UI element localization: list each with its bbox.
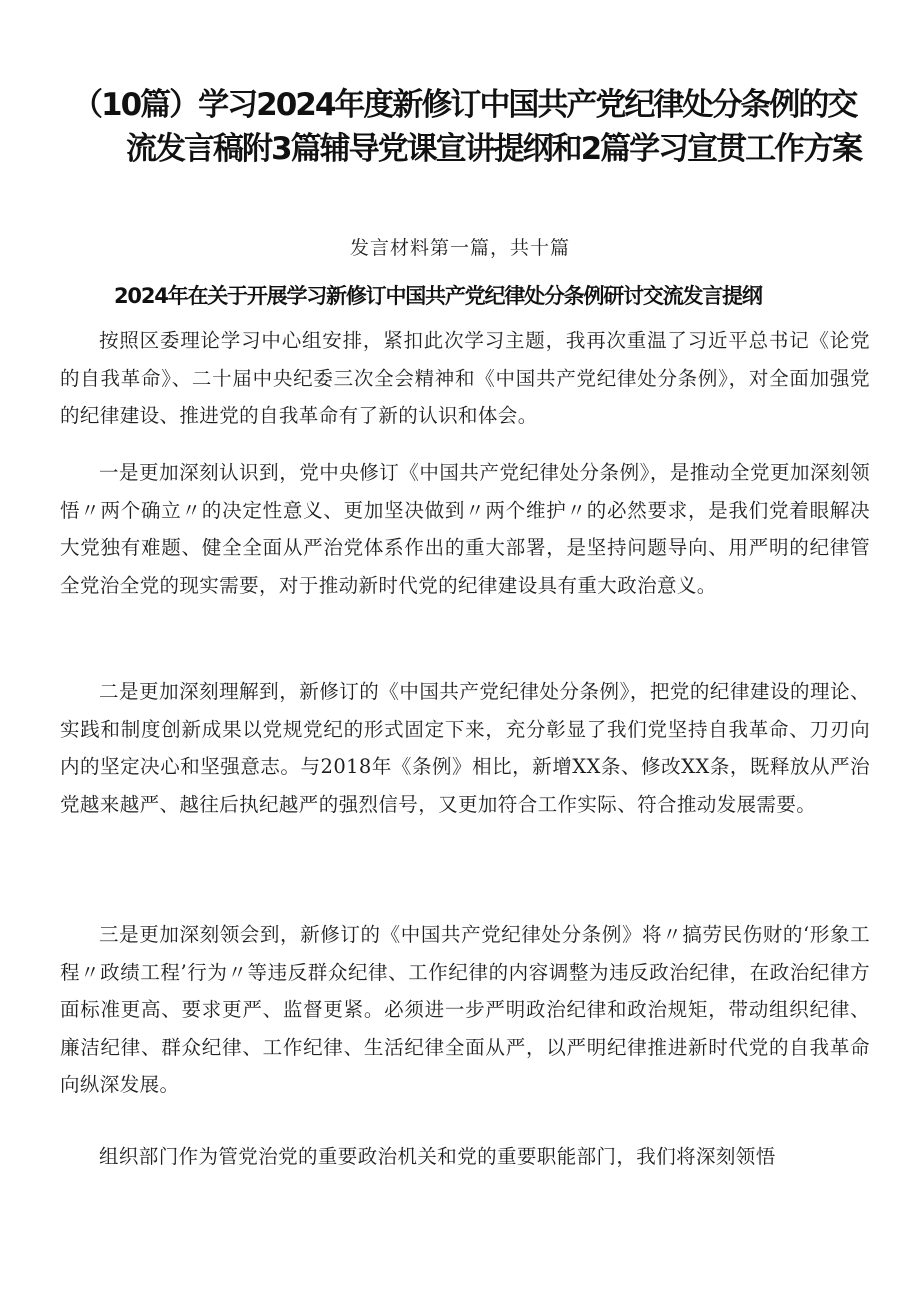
body-paragraph-3: 二是更加深刻理解到，新修订的《中国共产党纪律处分条例》，把党的纪律建设的理论、实践和制度创新成果以党规党纪的形式固定下来，充分彰显了我们党坚持自我革命、刀刃向内的坚定决心和坚强意志。与2018年《条例》相比，新增XX条、修改XX条，既释放从严治党越来越严、越往后执纪越严的强烈信号，又更加符合工作实际、符合推动发展需要。 xyxy=(60,680,870,816)
body-paragraph-5: 组织部门作为管党治党的重要政治机关和党的重要职能部门，我们将深刻领悟 xyxy=(99,1145,776,1168)
document-title-line-2: 流发言稿附3篇辅导党课宣讲提纲和2篇学习宣贯工作方案 xyxy=(126,131,862,167)
body-paragraph-4: 三是更加深刻领会到，新修订的《中国共产党纪律处分条例》将〃搞劳民伤财的‘形象工程〃政绩工程’行为〃等违反群众纪律、工作纪律的内容调整为违反政治纪律，在政治纪律方面标准更高、要求更严、监督更紧。必须进一步严明政治纪律和政治规矩，带动组织纪律、廉洁纪律、群众纪律、工作纪律、生活纪律全面从严，以严明纪律推进新时代党的自我革命向纵深发展。 xyxy=(60,923,870,1097)
body-paragraph-2: 一是更加深刻认识到，党中央修订《中国共产党纪律处分条例》，是推动全党更加深刻领悟〃两个确立〃的决定性意义、更加坚决做到〃两个维护〃的必然要求，是我们党着眼解决大党独有难题、健全全面从严治党体系作出的重大部署，是坚持问题导向、用严明的纪律管全党治全党的现实需要，对于推动新时代党的纪律建设具有重大政治意义。 xyxy=(60,461,870,597)
section-label: 发言材料第一篇，共十篇 xyxy=(349,237,570,259)
document-title-line-1: （10篇）学习2024年度新修订中国共产党纪律处分条例的交 xyxy=(72,87,857,123)
article-title: 2024年在关于开展学习新修订中国共产党纪律处分条例研讨交流发言提纲 xyxy=(114,284,762,308)
body-paragraph-1: 按照区委理论学习中心组安排，紧扣此次学习主题，我再次重温了习近平总书记《论党的自我革命》、二十届中央纪委三次全会精神和《中国共产党纪律处分条例》，对全面加强党的纪律建设、推进党的自我革命有了新的认识和体会。 xyxy=(60,329,870,428)
